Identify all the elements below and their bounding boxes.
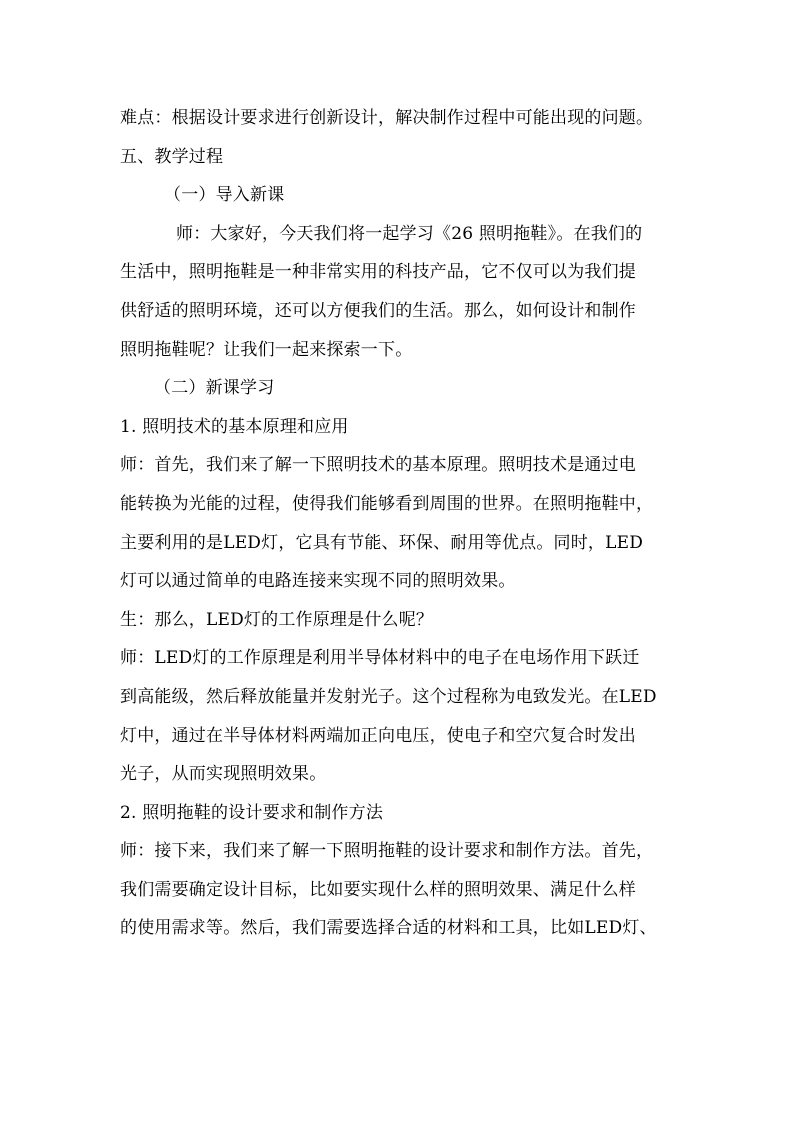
subsection-heading-intro: （一）导入新课 [164, 185, 285, 206]
text-line: 能转换为光能的过程，使得我们能够看到周围的世界。在照明拖鞋中， [120, 493, 654, 514]
text-line: 照明拖鞋呢？让我们一起来探索一下。 [120, 339, 413, 360]
text-line: 师：大家好，今天我们将一起学习《26 照明拖鞋》。在我们的 [176, 223, 643, 244]
text-line: 师：LED灯的工作原理是利用半导体材料中的电子在电场作用下跃迁 [120, 648, 640, 669]
text-line: 灯中，通过在半导体材料两端加正向电压，使电子和空穴复合时发出 [120, 725, 636, 746]
section-heading-teaching-process: 五、教学过程 [120, 146, 224, 167]
text-line-student-question: 生：那么，LED灯的工作原理是什么呢？ [120, 609, 434, 630]
document-body [120, 99, 680, 948]
text-line: 灯可以通过简单的电路连接来实现不同的照明效果。 [120, 571, 516, 592]
numbered-heading-lighting-principles: 1. 照明技术的基本原理和应用 [120, 416, 349, 437]
text-line: 生活中，照明拖鞋是一种非常实用的科技产品，它不仅可以为我们提 [120, 262, 636, 283]
text-line: 主要利用的是LED灯，它具有节能、环保、耐用等优点。同时，LED [120, 532, 644, 553]
text-line: 光子，从而实现照明效果。 [120, 764, 327, 785]
text-line: 师：首先，我们来了解一下照明技术的基本原理。照明技术是通过电 [120, 455, 636, 476]
text-line: 供舒适的照明环境，还可以方便我们的生活。那么，如何设计和制作 [120, 300, 636, 321]
subsection-heading-new-lesson: （二）新课学习 [154, 378, 275, 399]
text-line-difficulty: 难点：根据设计要求进行创新设计，解决制作过程中可能出现的问题。 [120, 108, 654, 128]
numbered-heading-design-requirements: 2. 照明拖鞋的设计要求和制作方法 [120, 802, 384, 823]
text-line: 师：接下来，我们来了解一下照明拖鞋的设计要求和制作方法。首先， [120, 841, 654, 862]
text-line: 我们需要确定设计目标，比如要实现什么样的照明效果、满足什么样 [120, 879, 636, 900]
text-line: 到高能级，然后释放能量并发射光子。这个过程称为电致发光。在LED [120, 686, 657, 707]
text-line: 的使用需求等。然后，我们需要选择合适的材料和工具，比如LED灯、 [120, 918, 657, 939]
